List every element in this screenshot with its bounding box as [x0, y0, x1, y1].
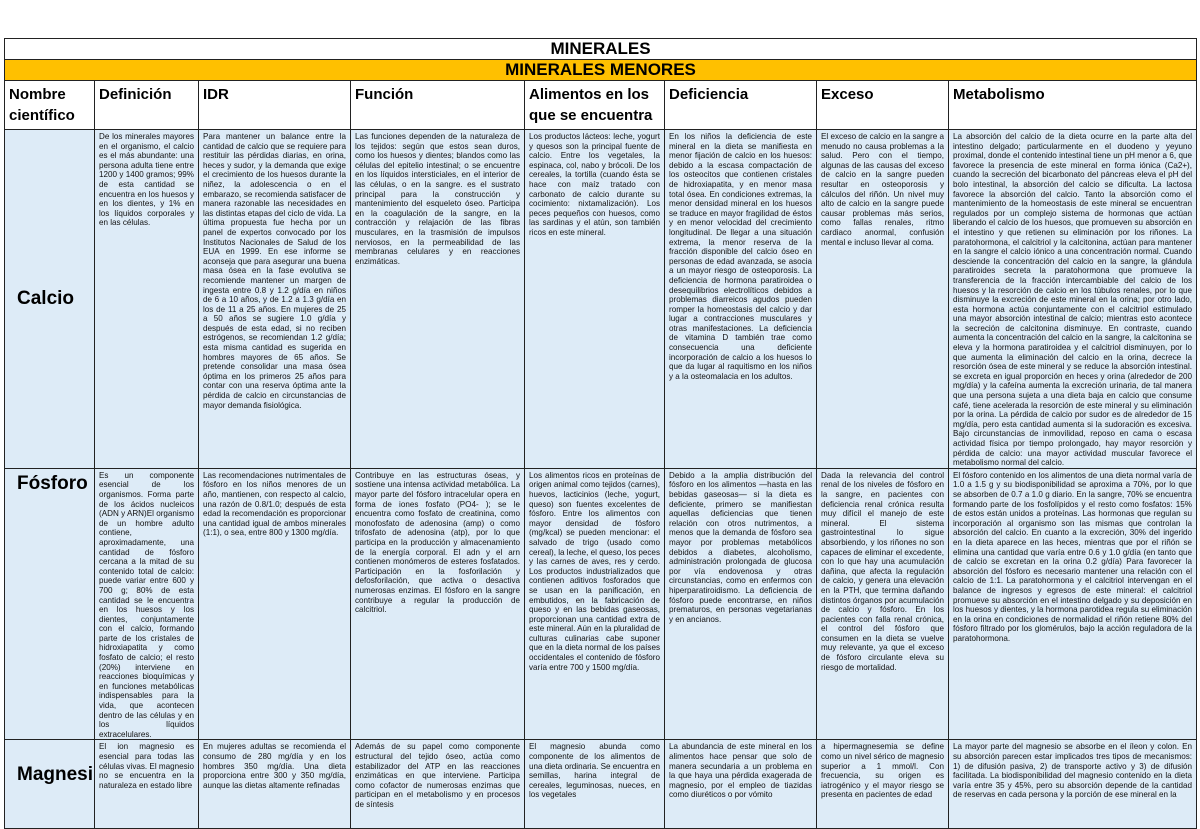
calcio-deficiencia: En los niños la deficiencia de este mineral en la dieta se manifiesta en menor fijación de calcio en los huesos: debido a la escasa compactación de los osteocitos que contienen cristales de hidroxiapatita, y en menor masa total ósea. En condiciones extremas, la menor densidad mineral en los huesos se traduce en mayor fragilidad de éstos y en menor velocidad del crecimiento longitudinal. De llegar a una situación extrema, la menor reserva de la fracción disponible del calcio óseo en personas de edad avanzada, se asocia a un mayor riesgo de osteoporosis. La deficiencia de hormona paratiroidea o desequilibrios electrolíticos debidos a problemas diarreicos agudos pueden romper la homeostasis del calcio y dar lugar a contracciones musculares y otras manifestaciones. La deficiencia de vitamina D también trae como consecuencia una deficiente incorporación de calcio a los huesos lo que da lugar al raquitismo en los niños y a la osteomalacia en los adultos. — [665, 130, 817, 469]
minerals-table-sheet — [4, 38, 1196, 809]
fosforo-deficiencia: Debido a la amplia distribución del fósforo en los alimentos —hasta en las bebidas gaseosas— si la dieta es deficiente, primero se manifiestan aquellas deficiencias que tienen relación con otros nutrimentos, a menos que la demanda de fósforo sea mayor por problemas metabólicos debidos a diabetes, alcoholismo, administración prolongada de glucosa por vía endovenosa y otras circunstancias, como en enfermos con hiperparatiroidismo. La deficiencia de fósforo puede encontrarse, en niños prematuros, en personas vegetarianas y en ancianos. — [665, 468, 817, 740]
table-title: MINERALES — [5, 39, 1197, 60]
minerals-table — [4, 38, 1197, 829]
header-definicion: Definición — [95, 81, 199, 130]
fosforo-alimentos: Los alimentos ricos en proteínas de origen animal como tejidos (carnes), huevos, lacticinios (leche, yogurt, queso) son fuentes excelentes de fósforo. Entre los alimentos con mayor densidad de fósforo (mg/kcal) se pueden mencionar: el salvado de trigo (usado como cereal), la leche, el queso, los peces y las carnes de aves, res y cerdo. Los productos industrializados que contienen aditivos fosforados que se usan en la panificación, en embutidos, en la fabricación de queso y en las bebidas gaseosas, proporcionan una cantidad extra de este mineral. Aún en la pluralidad de culturas culinarias cabe suponer que en la dieta normal de los países occidentales el contenido de fósforo varía entre 700 y 1500 mg/día. — [525, 468, 665, 740]
header-exceso: Exceso — [817, 81, 949, 130]
table-row-calcio — [5, 130, 1197, 469]
calcio-definicion: De los minerales mayores en el organismo, el calcio es el más abundante: una persona adulta tiene entre 1200 y 1400 gramos; 99% de esta cantidad se encuentra en los huesos y en los dientes, y 1% en los líquidos corporales y en las células. — [95, 130, 199, 469]
fosforo-definicion: Es un componente esencial de los organismos. Forma parte de los ácidos nucleicos (ADN y ARN)El organismo de un hombre adulto contiene, aproximadamente, una cantidad de fósforo cercana a la mitad de su contenido total de calcio: puede variar entre 600 y 700 g; 80% de esta cantidad se le encuentra en los huesos y los dientes, conjuntamente con el calcio, formando parte de los cristales de hidroxiapatita y como fosfato de calcio; el resto (20%) interviene en reacciones bioquímicas y en funciones metabólicas indispensables para la vida, que acontecen dentro de las células y en los líquidos extracelulares. — [95, 468, 199, 740]
header-metabolismo: Metabolismo — [949, 81, 1197, 130]
table-row-magnesio — [5, 740, 1197, 829]
magnesio-deficiencia: La abundancia de este mineral en los alimentos hace pensar que solo de manera secundaria a un problema en la que haya una pérdida exagerada de magnesio, por el empleo de tiazidas como diuréticos o por vómito — [665, 740, 817, 829]
row-name-calcio: Calcio — [5, 130, 95, 469]
magnesio-funcion: Además de su papel como componente estructural del tejido óseo, actúa como estabilizador del ATP en las reacciones enzimáticas en que interviene. Participa como cofactor de numerosas enzimas que participan en el metabolismo y en procesos de síntesis — [351, 740, 525, 829]
header-alimentos: Alimentos en los que se encuentra — [525, 81, 665, 130]
header-funcion: Función — [351, 81, 525, 130]
fosforo-metabolismo: El fósforo contenido en los alimentos de una dieta normal varía de 1.0 a 1.5 g y su biodisponibilidad se aproxima a 70%, por lo que se absorben de 0.7 a 1.0 g diario. En la sangre, 70% se encuentra formando parte de los fosfolípidos y el resto como fosfatos: 15% de estos están unidos a proteínas. Las hormonas que regulan su incorporación al organismo son las mismas que controlan la absorción del calcio. En cuanto a la excreción, 30% del ingerido en la dieta aparece en las heces, mientras que por el riñón se elimina una cantidad que varía entre 0.6 y 1.0 g/día (en tanto que de calcio se excretan en la orina 0.2 g/día) Para favorecer la absorción del fósforo es necesario mantener una relación con el calcio de 1:1. La paratohormona y el calcitriol intervengan en el balance de ingresos y egresos de este mineral: el calcitriol promueve su absorción en el intestino delgado y su deposición en los huesos y dientes, y la hormona parotidea regula su eliminación en la orina en condiciones de normalidad el riñón retiene 80% del fósforo filtrado por los glomérulos, bajo la acción reguladora de la paratohormona. — [949, 468, 1197, 740]
header-deficiencia: Deficiencia — [665, 81, 817, 130]
magnesio-metabolismo: La mayor parte del magnesio se absorbe en el íleon y colon. En su absorción parecen estar implicados tres tipos de mecanismos: 1) de difusión pasiva, 2) de transporte activo y 3) de difusión facilitada. La biodisponibilidad del magnesio contenido en la dieta varía entre 35 y 45%, pero su absorción depende de la cantidad de reservas en cada persona y la porción de ese mineral en la — [949, 740, 1197, 829]
calcio-exceso: El exceso de calcio en la sangre a menudo no causa problemas a la salud. Pero con el tiempo, algunas de las causas del exceso de calcio en la sangre pueden resultar en osteoporosis y cálculos del riñón. Un nivel muy alto de calcio en la sangre puede causar problemas más serios, como fallas renales, ritmo cardiaco anormal, confusión mental e incluso llevar al coma. — [817, 130, 949, 469]
magnesio-definicion: El ion magnesio es esencial para todas las células vivas. El magnesio no se encuentra en la naturaleza en estado libre — [95, 740, 199, 829]
header-idr: IDR — [199, 81, 351, 130]
fosforo-idr: Las recomendaciones nutrimentales de fósforo en los niños menores de un año, mantienen, con respecto al calcio, una razón de 0.8/1.0; después de esta edad la recomendación es proporcionar una cantidad igual de ambos minerales (1:1), o sea, entre 800 y 1300 mg/día. — [199, 468, 351, 740]
calcio-metabolismo: La absorción del calcio de la dieta ocurre en la parte alta del intestino delgado; particularmente en el duodeno y yeyuno proximal, donde el contenido intestinal tiene un pH menor a 6, que favorece la presencia de este mineral en forma iónica (Ca2+), cuando la secreción del bicarbonato del páncreas eleva el pH del bolo intestinal, la absorción del calcio se dificulta. La lactosa favorece la absorción del calcio. Tanto la absorción como el mantenimiento de la homeostasis de este mineral se encuentran regulados por un complejo sistema de hormonas que actúan liberando el calcio de los huesos, que promueven su absorción en el intestino y que retienen su eliminación por los riñones. La paratohormona, el calcitriol y la calcitonina, actúan para mantener en la sangre el calcio iónico a una concentración normal. Cuando desciende la concentración del calcio en la sangre, la glándula paratiroides secreta la paratohormona que promueve la transferencia de la fracción intercambiable del calcio de los huesos y la resorción de calcio en los túbulos renales, por lo que disminuye la excreción de este mineral en la orina; por otro lado, esta hormona actúa conjuntamente con el calcitriol estimulado una mayor absorción intestinal de calcio; mientras esto acontece la secreción de calcitonina disminuye. En contraste, cuando aumenta la concentración del calcio en la sangre, la calcitonina se eleva y la hormona paratiroidea y el calcitriol disminuyen, por lo que aumenta la eliminación del calcio en la orina, decrece la resorción ósea de este mineral y se reduce la absorción intestinal. se excreta en igual proporción en heces y orina (alrededor de 200 mg/día) y la cafeína aumenta la excreción urinaria, de tal manera que una persona sujeta a una dieta baja en calcio que consume café, tiene acelerada la resorción de este mineral y su eliminación por la orina. La pérdida de calcio por sudor es de alrededor de 15 mg/día, pero esta cantidad aumenta si la sudoración es excesiva. Bajo circunstancias de inmovilidad, reposo en cama o escasa actividad física por tiempo prolongado, hay mayor resorción y pérdida de calcio: una mayor actividad muscular favorece el metabolismo normal del calcio. — [949, 130, 1197, 469]
row-name-magnesio: Magnesi — [5, 740, 95, 829]
table-row-fosforo — [5, 468, 1197, 740]
fosforo-exceso: Dada la relevancia del control renal de los niveles de fósforo en la sangre, en pacientes con deficiencia renal crónica resulta muy difícil el manejo de este mineral. El sistema gastrointestinal lo sigue absorbiendo, y los riñones no son capaces de eliminar el excedente, con lo que hay una acumulación dañina, que afecta la regulación de calcio, y genera una elevación en la PTH, que termina dañando distintos órganos por acumulación de calcio y fósforo. En los pacientes con falla renal crónica, el control del fósforo que consumen en la dieta se vuelve muy relevante, ya que el exceso de fósforo circulante eleva su riesgo de mortalidad. — [817, 468, 949, 740]
row-name-fosforo: Fósforo — [5, 468, 95, 740]
magnesio-exceso: a hipermagnesemia se define como un nivel sérico de magnesio superior a 1 mmol/l. Con frecuencia, su origen es iatrogénico y el mayor riesgo se presenta en pacientes de edad — [817, 740, 949, 829]
header-nombre-cientifico: Nombre científico — [5, 81, 95, 130]
calcio-idr: Para mantener un balance entre la cantidad de calcio que se requiere para restituir las pérdidas diarias, en orina, heces y sudor, y la demanda que exige el crecimiento de los huesos durante la niñez, la adolescencia o en el embarazo, se recomienda satisfacer de manera razonable las necesidades en las distintas etapas del ciclo de vida. La última propuesta fue hecha por un panel de expertos convocado por los Institutos Nacionales de Salud de los EUA en 1999. En ese informe se aconseja que para asegurar una buena masa ósea en la fase evolutiva se recomiende mantener un margen de ingesta entre 0.8 y 1.2 g/día en niños de 6 a 10 años, y de 1.2 a 1.3 g/día en los de 11 a 25 años. En mujeres de 25 a 50 años se sugiere 1.0 g/día y después de esta edad, si no reciben estrógenos, se recomiendan 1.2 g/día; esta misma cantidad es sugerida en hombres mayores de 65 años. Se pretende consolidar una masa ósea óptima en los primeros 25 años para contar con una reserva óptima ante la pérdida de calcio en circunstancias de mayor demanda fisiológica. — [199, 130, 351, 469]
magnesio-alimentos: El magnesio abunda como componente de los alimentos de una dieta ordinaria. Se encuentra en semillas, harina integral de cereales, leguminosas, nueces, en los vegetales — [525, 740, 665, 829]
fosforo-funcion: Contribuye en las estructuras óseas, y sostiene una intensa actividad metabólica. La mayor parte del fósforo intracelular opera en forma de iones fosfato (PO4- ); se le encuentra como fosfato de creatinina, como monofosfato de adenosina (amp) o como trifosfato de adenosina (atp), por lo que participa en la producción y almacenamiento de la energía corporal. El adn y el arn contienen monómeros de esteres fosfatados. Participación en la fosforilación y defosforilación, que activa o desactiva numerosas enzimas. El fósforo en la sangre contribuye a regular la producción de calcitriol. — [351, 468, 525, 740]
table-subtitle: MINERALES MENORES — [5, 60, 1197, 81]
calcio-alimentos: Los productos lácteos: leche, yogurt y quesos son la principal fuente de calcio. Entre los vegetales, la espinaca, col, nabo y brócoli. De los cereales, la tortilla (cuando ésta se hace con maíz tratado con carbonato de calcio durante su cocimiento: nixtamalización). Los peces pequeños con huesos, como las sardinas y el atún, son también ricos en este mineral. — [525, 130, 665, 469]
magnesio-idr: En mujeres adultas se recomienda el consumo de 280 mg/día y en los hombres 350 mg/día. Una dieta proporciona entre 300 y 350 mg/día, aunque las dietas altamente refinadas — [199, 740, 351, 829]
calcio-funcion: Las funciones dependen de la naturaleza de los tejidos: según que estos sean duros, como los huesos y dientes; blandos como las células del epitelio intestinal; o se encuentre en los líquidos intersticiales, en el interior de las células, o en la sangre. es el sustrato principal para la construcción y mantenimiento del esqueleto óseo. Participa en la coagulación de la sangre, en la contracción y relajación de las fibras musculares, en la trasmisión de impulsos nerviosos, en la permeabilidad de las membranas celulares y en reacciones enzimáticas. — [351, 130, 525, 469]
